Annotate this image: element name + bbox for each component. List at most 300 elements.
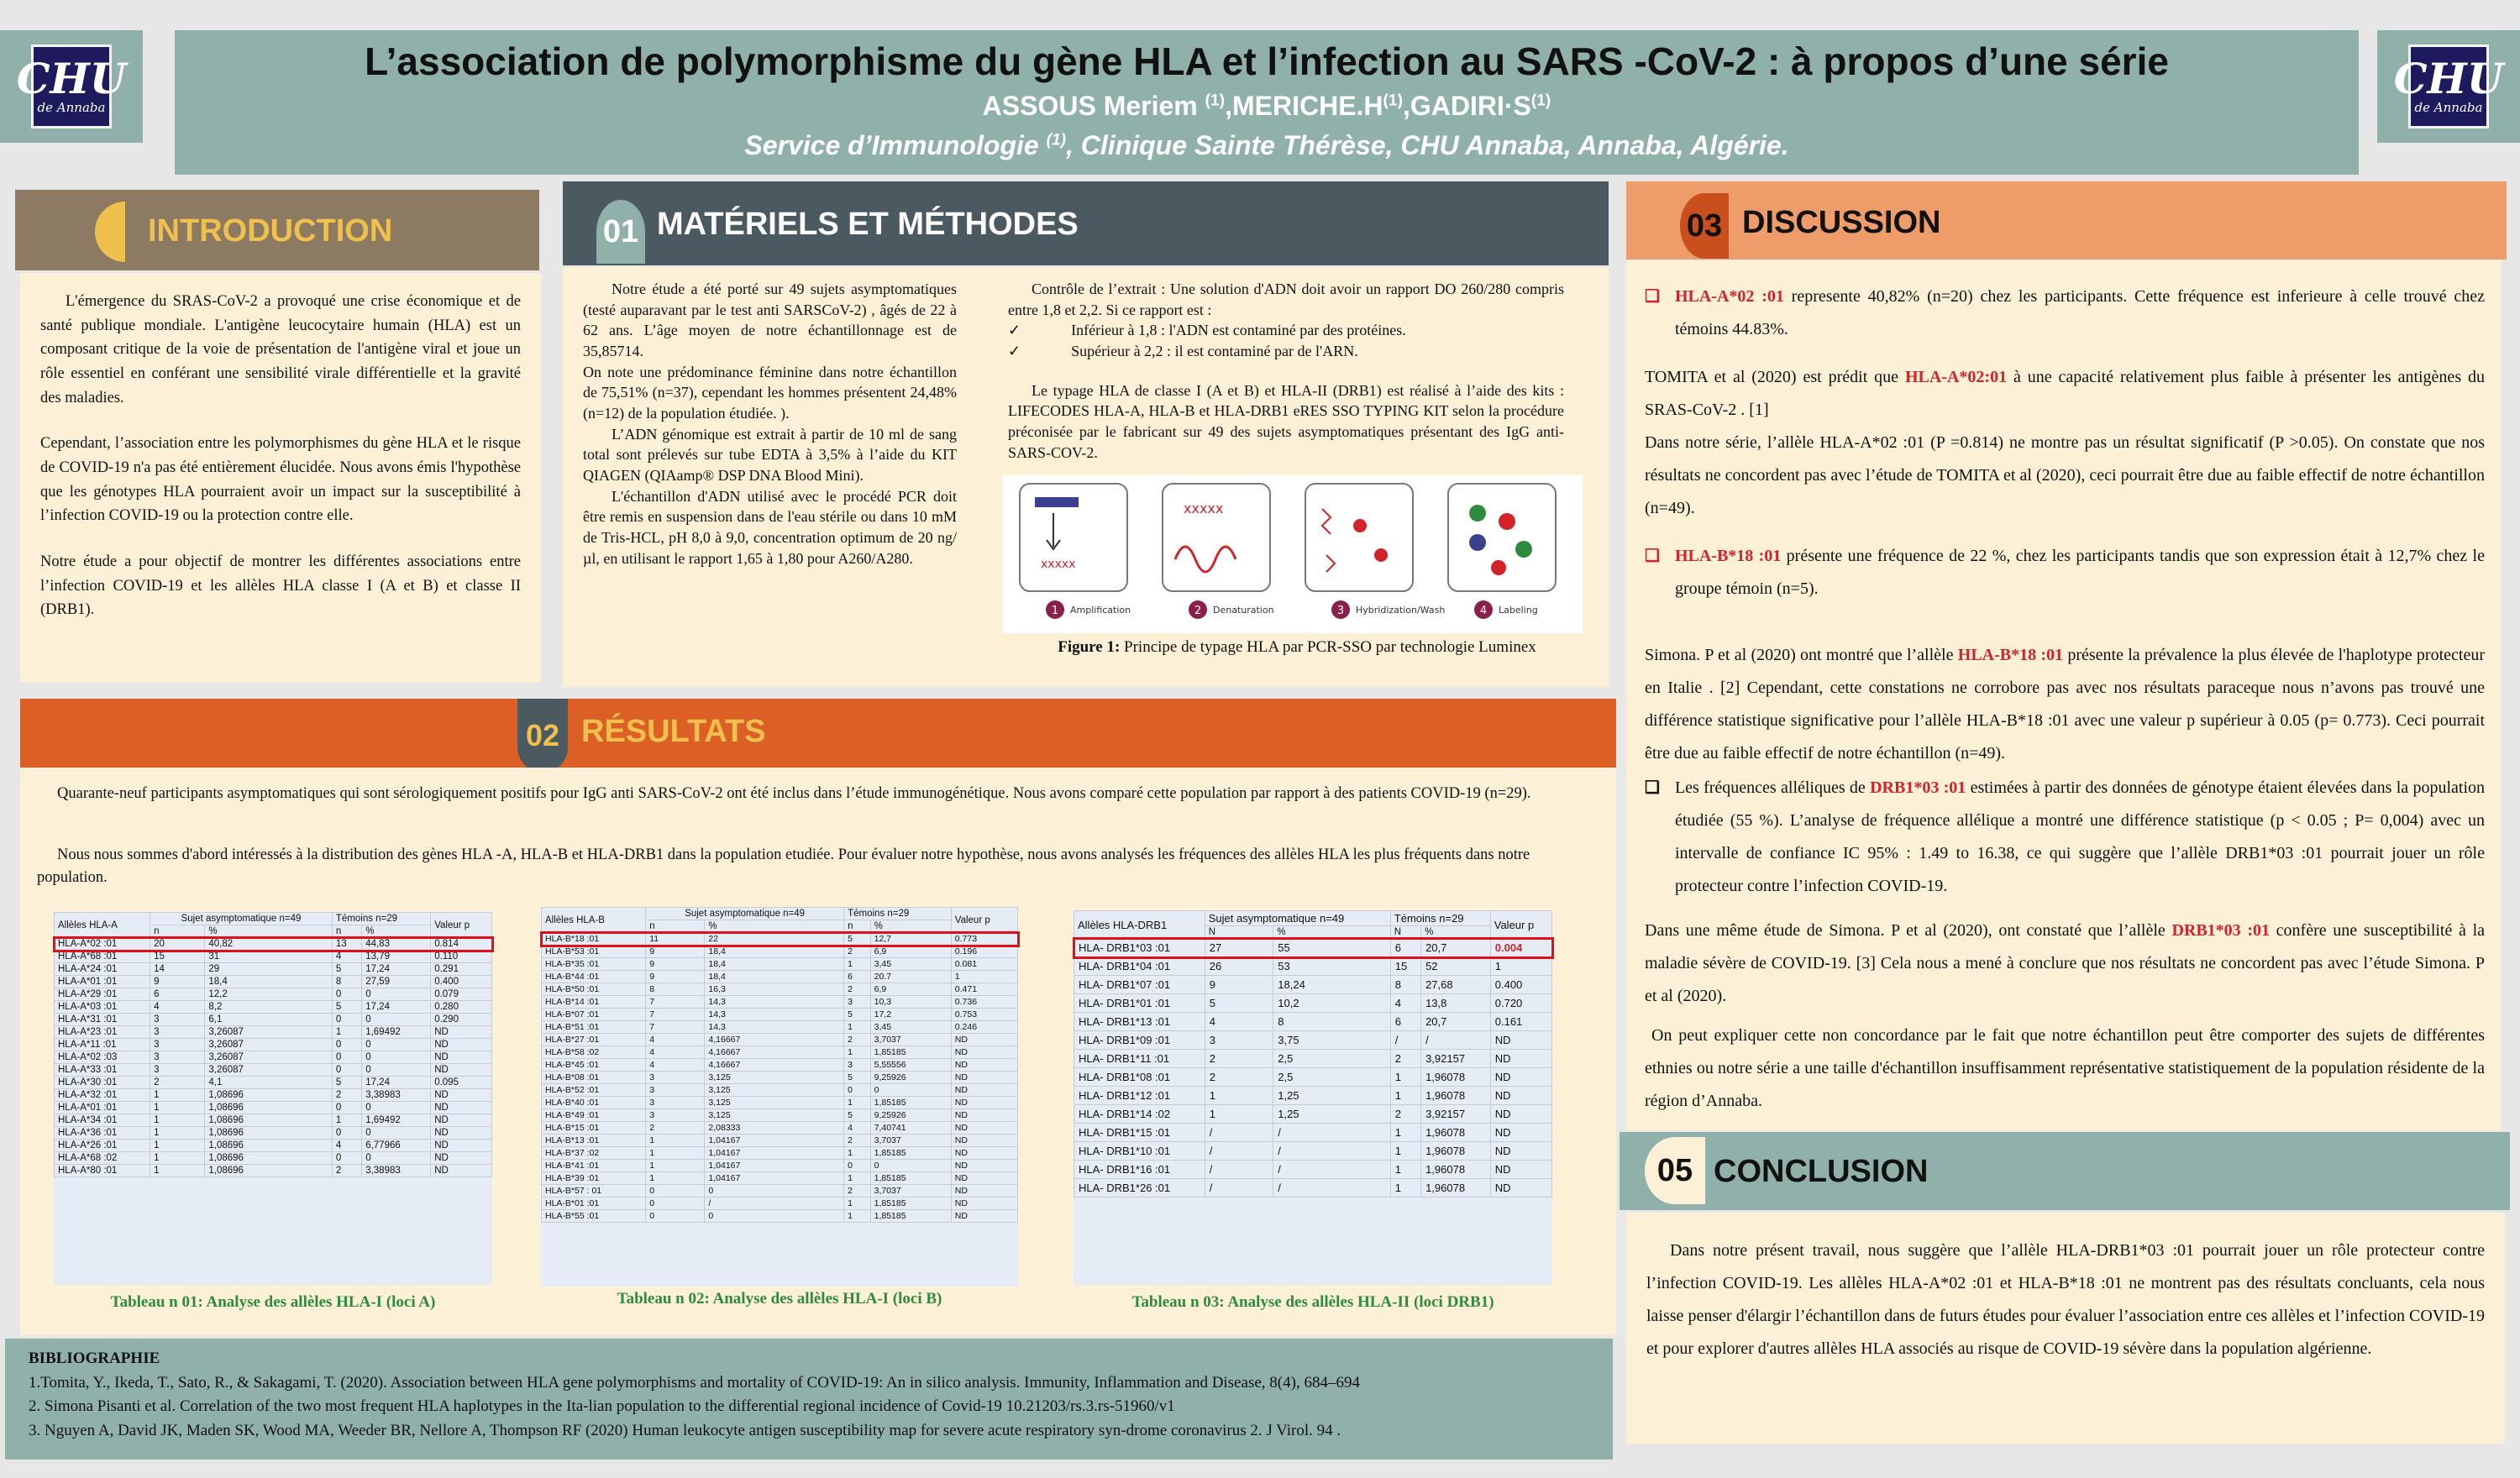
column-subheader: % (362, 925, 431, 938)
column-subheader: n (844, 920, 871, 933)
table-3-caption: Tableau n 03: Analyse des allèles HLA-II (loci DRB1) (1131, 1293, 1494, 1311)
value-cell: 10,2 (1273, 994, 1391, 1013)
value-cell: 0 (332, 1102, 361, 1114)
value-cell: 1 (1390, 1087, 1420, 1105)
allele-cell: HLA-A*24 :01 (55, 963, 150, 976)
allele-cell: HLA-B*41 :01 (542, 1160, 646, 1172)
value-cell: 3,92157 (1421, 1050, 1491, 1068)
table-row (1074, 1142, 1552, 1161)
value-cell: 1 (150, 1152, 205, 1165)
value-cell: 1 (646, 1135, 705, 1147)
allele-cell: HLA- DRB1*12 :01 (1074, 1087, 1205, 1105)
value-cell: 1,25 (1273, 1087, 1391, 1105)
value-cell: 7,40741 (870, 1122, 951, 1135)
value-cell: 3 (150, 1039, 205, 1051)
table-hla-drb1 (1074, 910, 1552, 1285)
column-subheader: N (1205, 926, 1273, 939)
svg-text:3: 3 (1336, 605, 1345, 617)
value-cell: ND (1490, 1142, 1551, 1161)
check-icon: ✓ (1008, 342, 1021, 359)
column-subheader: N (1390, 926, 1420, 939)
table-row (542, 1122, 1018, 1135)
value-cell: 0 (362, 988, 431, 1001)
figure-step-label: Hybridization/Wash (1356, 605, 1446, 616)
value-cell: 5 (332, 963, 361, 976)
allele-cell: HLA-B*50 :01 (542, 983, 646, 996)
value-cell: 8 (1390, 976, 1420, 994)
value-cell: 1 (332, 1026, 361, 1039)
allele-cell: HLA-A*30 :01 (55, 1077, 150, 1089)
value-cell: 15 (150, 951, 205, 963)
column-subheader: % (870, 920, 951, 933)
value-cell: 8 (332, 976, 361, 988)
results-header (20, 699, 1616, 768)
value-cell: ND (431, 1039, 492, 1051)
table-row (1074, 1179, 1552, 1198)
value-cell: 1,04167 (705, 1147, 844, 1160)
value-cell: 1,85185 (870, 1210, 951, 1223)
allele-cell: HLA-A*29 :01 (55, 988, 150, 1001)
value-cell: ND (431, 1064, 492, 1077)
value-cell: 18,4 (205, 976, 333, 988)
table-row (542, 1021, 1018, 1034)
value-cell: 3 (844, 1059, 871, 1072)
allele-cell: HLA- DRB1*26 :01 (1074, 1179, 1205, 1198)
value-cell: 0.720 (1490, 994, 1551, 1013)
value-cell: 0 (332, 1051, 361, 1064)
discussion-number-badge: 03 (1680, 193, 1729, 259)
value-cell: 5 (844, 1109, 871, 1122)
bibliography-heading: BIBLIOGRAPHIE (29, 1350, 160, 1367)
value-cell: 6 (1390, 1013, 1420, 1031)
value-cell: 3,45 (870, 958, 951, 971)
value-cell: 1 (646, 1160, 705, 1172)
table-row (542, 971, 1018, 983)
value-cell: 1,96078 (1421, 1124, 1491, 1142)
conclusion-number-badge: 05 (1645, 1137, 1705, 1204)
chu-logo: CHU de Annaba (2408, 45, 2489, 128)
discussion-bullet-3: ❑ Les fréquences alléliques de DRB1*03 :01 estimées à partir des données de génotype étaient élevées dans la population étudiée (55 %). L’analyse de fréquence allélique a montré une différence statistique (p < 0.05 ; P= 0,004) avec un intervalle de confiance IC 95% : 1.49 to 16.38, ce qui suggère que l’allèle DRB1*03 :01 pourrait jouer un rôle protecteur contre l’infection COVID-19. (1645, 772, 2485, 903)
allele-cell: HLA-A*80 :01 (55, 1165, 150, 1177)
methods-header (563, 181, 1609, 265)
methods-heading: MATÉRIELS ET MÉTHODES (657, 207, 1079, 242)
allele-cell: HLA- DRB1*11 :01 (1074, 1050, 1205, 1068)
value-cell: 3,38983 (362, 1089, 431, 1102)
value-cell: ND (431, 1026, 492, 1039)
value-cell: 1,08696 (205, 1127, 333, 1140)
discussion-para-4: Dans une même étude de Simona. P et al (2020), ont constaté que l’allèle DRB1*03 :01 confère une susceptibilité à la maladie sévère de COVID-19. [3] Cela nous a mené à conclure que nos résultats ne concordent pas avec l’étude Simona. P et al (2020). (1645, 921, 2485, 1005)
table-row (55, 951, 492, 963)
intro-header (15, 190, 539, 270)
methods-col-1 (583, 279, 957, 569)
table-row (55, 1026, 492, 1039)
table-row (1074, 994, 1552, 1013)
allele-cell: HLA-B*40 :01 (542, 1097, 646, 1109)
allele-cell: HLA-A*33 :01 (55, 1064, 150, 1077)
value-cell: 3,26087 (205, 1051, 333, 1064)
value-cell: 22 (705, 933, 844, 946)
table-row (542, 958, 1018, 971)
column-header: Sujet asymptomatique n=49 (150, 913, 333, 925)
value-cell: 3,7037 (870, 1034, 951, 1046)
value-cell: 1,69492 (362, 1026, 431, 1039)
value-cell: 15 (1390, 957, 1420, 976)
value-cell: 0 (870, 1084, 951, 1097)
value-cell: 20.7 (870, 971, 951, 983)
allele-cell: HLA-B*52 :01 (542, 1084, 646, 1097)
methods-para-4: L'échantillon d'ADN utilisé avec le procédé PCR doit être remis en suspension dans de l'eau stérile ou dans 10 mM de Tris-HCL, pH 8,0 à 9,0, concentration optimum de 20 ng/µl, en utilisant le rapport 1,65 à 1,80 pour A260/A280. (583, 487, 957, 567)
column-header: Sujet asymptomatique n=49 (1205, 911, 1390, 926)
allele-cell: HLA- DRB1*04 :01 (1074, 957, 1205, 976)
table-row (1074, 1050, 1552, 1068)
value-cell: 52 (1421, 957, 1491, 976)
allele-cell: HLA-B*57 : 01 (542, 1185, 646, 1198)
table-row (55, 976, 492, 988)
value-cell: 1,08696 (205, 1089, 333, 1102)
allele-cell: HLA-B*37 :02 (542, 1147, 646, 1160)
value-cell: 4 (1390, 994, 1420, 1013)
value-cell: ND (951, 1034, 1017, 1046)
value-cell: 0.079 (431, 988, 492, 1001)
intro-header-semicircle (95, 202, 155, 262)
allele-cell: HLA-B*01 :01 (542, 1198, 646, 1210)
value-cell: 4 (332, 951, 361, 963)
value-cell: 5 (1205, 994, 1273, 1013)
table-row (55, 1001, 492, 1014)
table-hla-b (541, 907, 1018, 1287)
allele-cell: HLA-A*02 :01 (55, 938, 150, 951)
value-cell: 2 (844, 946, 871, 958)
value-cell: 0.400 (1490, 976, 1551, 994)
value-cell: 0.290 (431, 1014, 492, 1026)
value-cell: 1 (150, 1102, 205, 1114)
value-cell: 7 (646, 996, 705, 1009)
value-cell: 1 (844, 1210, 871, 1223)
value-cell: 2 (844, 983, 871, 996)
value-cell: 4,16667 (705, 1046, 844, 1059)
value-cell: 1 (1490, 957, 1551, 976)
value-cell: 6,9 (870, 946, 951, 958)
value-cell: 0.291 (431, 963, 492, 976)
allele-cell: HLA-B*51 :01 (542, 1021, 646, 1034)
value-cell: / (1205, 1124, 1273, 1142)
column-header: Témoins n=29 (844, 908, 952, 920)
allele-cell: HLA- DRB1*10 :01 (1074, 1142, 1205, 1161)
column-header: Valeur p (951, 908, 1017, 933)
value-cell: 0 (705, 1210, 844, 1223)
value-cell: / (1205, 1142, 1273, 1161)
value-cell: ND (951, 1097, 1017, 1109)
column-subheader: n (646, 920, 705, 933)
allele-cell: HLA-B*08 :01 (542, 1072, 646, 1084)
table-row (1074, 1124, 1552, 1142)
value-cell: 0 (362, 1039, 431, 1051)
value-cell: 16,3 (705, 983, 844, 996)
value-cell: 3 (646, 1084, 705, 1097)
allele-cell: HLA-B*27 :01 (542, 1034, 646, 1046)
column-subheader: n (150, 925, 205, 938)
value-cell: 3,26087 (205, 1039, 333, 1051)
value-cell: 1 (1205, 1087, 1273, 1105)
table-row (542, 933, 1018, 946)
value-cell: 27,68 (1421, 976, 1491, 994)
table-row (542, 946, 1018, 958)
value-cell: ND (431, 1102, 492, 1114)
value-cell: 5,55556 (870, 1059, 951, 1072)
value-cell: 44,83 (362, 938, 431, 951)
value-cell: 1,85185 (870, 1172, 951, 1185)
value-cell: 0 (332, 988, 361, 1001)
value-cell: 0.753 (951, 1009, 1017, 1021)
column-header: Allèles HLA-B (542, 908, 646, 933)
value-cell: 1 (844, 1021, 871, 1034)
allele-cell: HLA-A*34 :01 (55, 1114, 150, 1127)
allele-cell: HLA-A*01 :01 (55, 976, 150, 988)
results-para-2: Nous nous sommes d'abord intéressés à la distribution des gènes HLA -A, HLA-B et HLA-DRB1 dans la population etudiée. Pour évaluer notre hypothèse, nous avons analysés les fréquences des allèles HLA les plus fréquents dans notre population. (37, 846, 1530, 886)
value-cell: 4 (646, 1046, 705, 1059)
value-cell: 1,08696 (205, 1114, 333, 1127)
value-cell: 1,85185 (870, 1198, 951, 1210)
column-subheader: % (1421, 926, 1491, 939)
allele-cell: HLA- DRB1*14 :02 (1074, 1105, 1205, 1124)
value-cell: 20,7 (1421, 1013, 1491, 1031)
column-header: Sujet asymptomatique n=49 (646, 908, 844, 920)
column-subheader: % (705, 920, 844, 933)
allele-cell: HLA-B*07 :01 (542, 1009, 646, 1021)
value-cell: 2 (844, 1034, 871, 1046)
value-cell: 0.081 (951, 958, 1017, 971)
column-header: Allèles HLA-DRB1 (1074, 911, 1205, 939)
value-cell: 0 (332, 1014, 361, 1026)
table-row (55, 1064, 492, 1077)
value-cell: 9 (646, 946, 705, 958)
value-cell: 27,59 (362, 976, 431, 988)
value-cell: 0.110 (431, 951, 492, 963)
value-cell: 1 (150, 1140, 205, 1152)
table-row (542, 1084, 1018, 1097)
value-cell: 0 (844, 1084, 871, 1097)
value-cell: 3,125 (705, 1072, 844, 1084)
table-row (542, 1072, 1018, 1084)
table-row (1074, 1087, 1552, 1105)
value-cell: 2 (150, 1077, 205, 1089)
value-cell: ND (1490, 1031, 1551, 1050)
value-cell: 1 (332, 1114, 361, 1127)
value-cell: 2 (1390, 1105, 1420, 1124)
allele-cell: HLA-A*23 :01 (55, 1026, 150, 1039)
value-cell: 1 (844, 1172, 871, 1185)
discussion-para-5: On peut expliquer cette non concordance par le fait que notre échantillon peut être comporter des sujets de différentes ethnies ou notre série a une taille d'échantillon insuffisamment représentative statistiquement de la population résidente de la région d’Annaba. (1645, 1026, 2485, 1110)
methods-typing: Le typage HLA de classe I (A et B) et HLA-II (DRB1) est réalisé à l’aide des kits : LIFECODES HLA-A, HLA-B et HLA-DRB1 eRES SSO TYPING KIT selon la procédure préconisée par le fabricant sur 49 des sujets asymptomatiques présentant des IgG anti-SARS-COV-2. (1008, 381, 1564, 461)
value-cell: 3 (646, 1072, 705, 1084)
value-cell: 11 (646, 933, 705, 946)
table-row (542, 983, 1018, 996)
figure-1 (1003, 475, 1583, 633)
value-cell: / (1273, 1179, 1391, 1198)
value-cell: 2 (844, 1185, 871, 1198)
allele-cell: HLA-B*58 :02 (542, 1046, 646, 1059)
table-row (55, 988, 492, 1001)
table-row (542, 1034, 1018, 1046)
value-cell: ND (951, 1210, 1017, 1223)
value-cell: 9 (646, 958, 705, 971)
value-cell: 13,79 (362, 951, 431, 963)
value-cell: 1 (844, 1147, 871, 1160)
table-row (55, 963, 492, 976)
allele-cell: HLA- DRB1*13 :01 (1074, 1013, 1205, 1031)
table-row (55, 1152, 492, 1165)
methods-check-2: ✓ Supérieur à 2,2 : il est contaminé par de l'ARN. (1008, 342, 1358, 359)
value-cell: 1 (1205, 1105, 1273, 1124)
value-cell: 1,85185 (870, 1097, 951, 1109)
value-cell: 1 (951, 971, 1017, 983)
value-cell: 17,2 (870, 1009, 951, 1021)
value-cell: / (1421, 1031, 1491, 1050)
intro-para-1: L'émergence du SRAS-CoV-2 a provoqué une crise économique et de santé publique mondiale. L'antigène leucocytaire humain (HLA) est un composant critique de la voie de présentation de l'antigène viral et joue un rôle essentiel en conférant une sensibilité virale différentielle et la gravité des maladies. (40, 293, 521, 406)
value-cell: 4 (646, 1059, 705, 1072)
value-cell: 27 (1205, 939, 1273, 957)
results-number-badge: 02 (517, 699, 568, 773)
svg-text:2: 2 (1194, 605, 1202, 617)
table-row (55, 1165, 492, 1177)
value-cell: ND (431, 1165, 492, 1177)
value-cell: / (1205, 1161, 1273, 1179)
allele-cell: HLA-A*02 :03 (55, 1051, 150, 1064)
value-cell: 0 (844, 1160, 871, 1172)
value-cell: 4 (1205, 1013, 1273, 1031)
value-cell: 3,26087 (205, 1026, 333, 1039)
discussion-heading: DISCUSSION (1742, 205, 1941, 240)
table-row (542, 1046, 1018, 1059)
value-cell: 0.471 (951, 983, 1017, 996)
logo-left (0, 30, 143, 143)
results-para-1: Quarante-neuf participants asymptomatiques qui sont sérologiquement positifs pour IgG anti SARS-CoV-2 ont été inclus dans l’étude immunogénétique. Nous avons comparé cette population par rapport à des patients COVID-19 (n=29). (57, 785, 1531, 802)
value-cell: 0 (362, 1102, 431, 1114)
value-cell: 1,25 (1273, 1105, 1391, 1124)
value-cell: 8 (646, 983, 705, 996)
value-cell: 4,16667 (705, 1059, 844, 1072)
value-cell: ND (1490, 1179, 1551, 1198)
allele-cell: HLA- DRB1*16 :01 (1074, 1161, 1205, 1179)
value-cell: 2,08333 (705, 1122, 844, 1135)
allele-cell: HLA-B*18 :01 (542, 933, 646, 946)
value-cell: 1,08696 (205, 1165, 333, 1177)
value-cell: 2 (646, 1122, 705, 1135)
allele-cell: HLA-A*11 :01 (55, 1039, 150, 1051)
value-cell: 2 (1205, 1050, 1273, 1068)
intro-para-2: Cependant, l’association entre les polymorphismes du gène HLA et le risque de COVID-19 n'a pas été entièrement élucidée. Nous avons émis l'hypothèse que les génotypes HLA pourraient avoir un impact sur la susceptibilité à l’infection COVID-19 ou la protection contre elle. (40, 435, 521, 525)
value-cell: 14 (150, 963, 205, 976)
allele-cell: HLA-B*13 :01 (542, 1135, 646, 1147)
discussion-para-2: Dans notre série, l’allèle HLA-A*02 :01 (P =0.814) ne montre pas un résultat significatif (P >0.05). On constate que nos résultats ne concordent pas avec l’étude de TOMITA et al (2020), ceci pourrait être due au faible effectif de notre échantillon (n=49). (1645, 433, 2485, 517)
bibliography-panel (5, 1339, 1613, 1460)
value-cell: 1,96078 (1421, 1142, 1491, 1161)
value-cell: 13,8 (1421, 994, 1491, 1013)
value-cell: 1 (150, 1165, 205, 1177)
value-cell: 26 (1205, 957, 1273, 976)
t2-body (542, 933, 1018, 1223)
value-cell: 3 (1205, 1031, 1273, 1050)
bibliography-ref-3: 3. Nguyen A, David JK, Maden SK, Wood MA, Weeder BR, Nellore A, Thompson RF (2020) Human leukocyte antigen susceptibility map for severe acute respiratory syn-drome coronavirus 2. J Virol. 94 . (29, 1421, 1341, 1439)
title-banner (175, 30, 2359, 175)
discussion-bullet-2: ❑ HLA-B*18 :01 présente une fréquence de 22 %, chez les participants tandis que son expression était à 12,7% chez le groupe témoin (n=5). (1645, 540, 2485, 605)
value-cell: 3,38983 (362, 1165, 431, 1177)
value-cell: ND (951, 1046, 1017, 1059)
table-row (1074, 1031, 1552, 1050)
value-cell: 2 (844, 1135, 871, 1147)
value-cell: 4 (150, 1001, 205, 1014)
table-row (542, 1009, 1018, 1021)
value-cell: 1,96078 (1421, 1087, 1491, 1105)
value-cell: 6 (844, 971, 871, 983)
table-row (542, 1109, 1018, 1122)
allele-cell: HLA-A*31 :01 (55, 1014, 150, 1026)
value-cell: 9 (150, 976, 205, 988)
table-row (1074, 1161, 1552, 1179)
value-cell: ND (1490, 1105, 1551, 1124)
value-cell: 1,08696 (205, 1140, 333, 1152)
table-row (55, 1089, 492, 1102)
value-cell: / (1273, 1142, 1391, 1161)
column-subheader: % (205, 925, 333, 938)
table-row (542, 1172, 1018, 1185)
allele-cell: HLA-A*36 :01 (55, 1127, 150, 1140)
table-row (55, 1051, 492, 1064)
value-cell: 3 (150, 1051, 205, 1064)
value-cell: ND (951, 1172, 1017, 1185)
value-cell: ND (951, 1084, 1017, 1097)
value-cell: 6 (1390, 939, 1420, 957)
value-cell: 4 (844, 1122, 871, 1135)
logo-right (2377, 30, 2520, 143)
value-cell: ND (951, 1185, 1017, 1198)
discussion-para-1: TOMITA et al (2020) est prédit que HLA-A*02:01 à une capacité relativement plus faible à présenter les antigènes du SRAS-CoV-2 . [1] (1645, 368, 2486, 419)
value-cell: / (705, 1198, 844, 1210)
value-cell: 5 (844, 1072, 871, 1084)
value-cell: ND (951, 1135, 1017, 1147)
value-cell: ND (951, 1160, 1017, 1172)
figure-caption: Figure 1: Principe de typage HLA par PCR-SSO par technologie Luminex (1058, 638, 1536, 656)
value-cell: 5 (332, 1077, 361, 1089)
value-cell: 12,7 (870, 933, 951, 946)
value-cell: 14,3 (705, 996, 844, 1009)
methods-number-badge: 01 (596, 200, 645, 264)
allele-cell: HLA-B*49 :01 (542, 1109, 646, 1122)
authors: ASSOUS Meriem $^{(1)},MERICHE.H^{(1)},GADIRI\cdot S^{(1)}$ (982, 91, 1551, 121)
value-cell: 2 (1205, 1068, 1273, 1087)
table-row (1074, 957, 1552, 976)
value-cell: 0 (705, 1185, 844, 1198)
table-row (542, 1160, 1018, 1172)
value-cell: 1,69492 (362, 1114, 431, 1127)
results-heading: RÉSULTATS (581, 714, 766, 749)
value-cell: 18,4 (705, 946, 844, 958)
value-cell: 1 (150, 1089, 205, 1102)
value-cell: 1,85185 (870, 1046, 951, 1059)
value-cell: 0.773 (951, 933, 1017, 946)
table-row (542, 1185, 1018, 1198)
figure-step-label: Amplification (1070, 605, 1131, 616)
value-cell: 3 (646, 1097, 705, 1109)
table-row (542, 1210, 1018, 1223)
allele-cell: HLA-A*68 :02 (55, 1152, 150, 1165)
table-row (542, 1135, 1018, 1147)
value-cell: 2 (332, 1089, 361, 1102)
value-cell: 0.736 (951, 996, 1017, 1009)
value-cell: 0.004 (1490, 939, 1551, 957)
chu-logo: CHU de Annaba (31, 45, 112, 128)
t3-body (1074, 939, 1552, 1198)
